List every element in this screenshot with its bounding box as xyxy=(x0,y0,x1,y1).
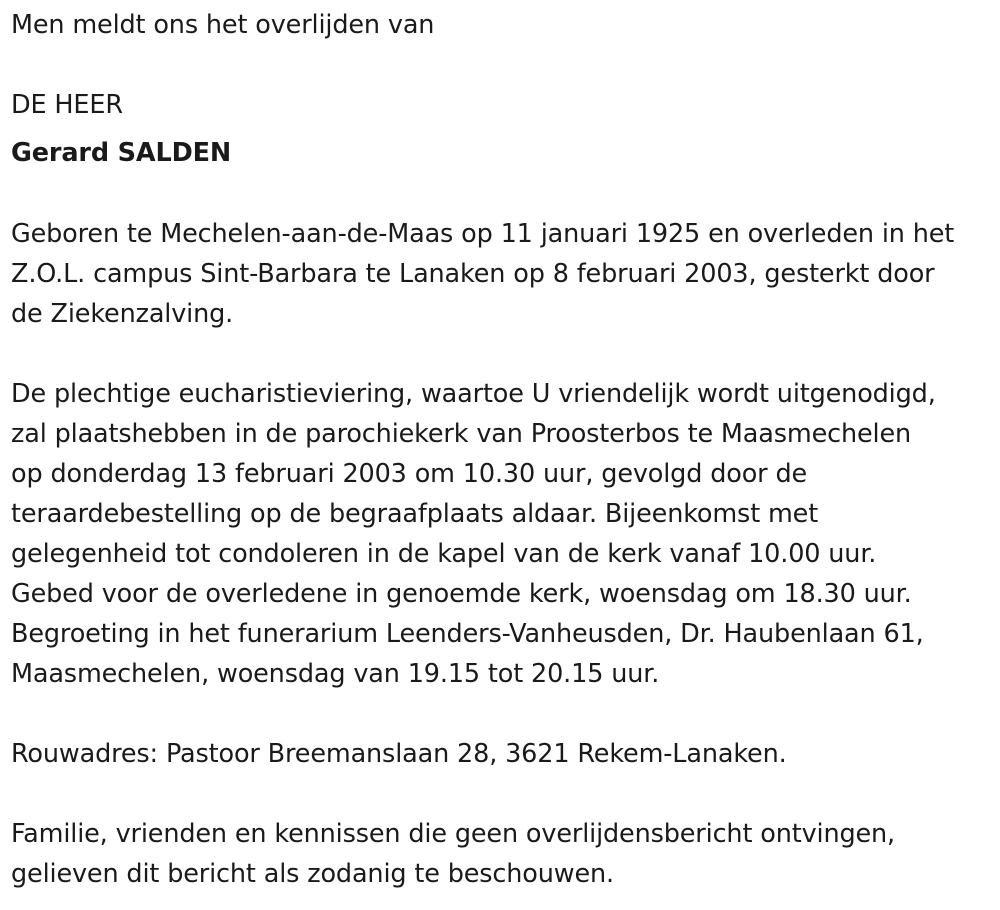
paragraph-line: Z.O.L. campus Sint-Barbara te Lanaken op 8 februari 2003, gesterkt door xyxy=(11,259,935,289)
deceased-name: Gerard SALDEN xyxy=(11,138,232,168)
paragraph-line: gelieven dit bericht als zodanig te beschouwen. xyxy=(11,859,614,889)
honorific-title: DE HEER xyxy=(11,90,123,120)
paragraph-line: De plechtige eucharistieviering, waartoe U vriendelijk wordt uitgenodigd, xyxy=(11,379,936,409)
paragraph-line: Familie, vrienden en kennissen die geen overlijdensbericht ontvingen, xyxy=(11,819,895,849)
paragraph-line: zal plaatshebben in de parochiekerk van Proosterbos te Maasmechelen xyxy=(11,419,912,449)
paragraph-line: de Ziekenzalving. xyxy=(11,299,234,329)
mourning-address: Rouwadres: Pastoor Breemanslaan 28, 3621 Rekem-Lanaken. xyxy=(11,739,787,769)
paragraph-line: gelegenheid tot condoleren in de kapel van de kerk vanaf 10.00 uur. xyxy=(11,539,877,569)
paragraph-line: op donderdag 13 februari 2003 om 10.30 uur, gevolgd door de xyxy=(11,459,808,489)
paragraph-line: Begroeting in het funerarium Leenders-Vanheusden, Dr. Haubenlaan 61, xyxy=(11,619,924,649)
paragraph-line: Geboren te Mechelen-aan-de-Maas op 11 januari 1925 en overleden in het xyxy=(11,219,955,249)
intro-text: Men meldt ons het overlijden van xyxy=(11,10,435,40)
paragraph-line: teraardebestelling op de begraafplaats aldaar. Bijeenkomst met xyxy=(11,499,819,529)
paragraph-line: Gebed voor de overledene in genoemde kerk, woensdag om 18.30 uur. xyxy=(11,579,912,609)
paragraph-line: Maasmechelen, woensdag van 19.15 tot 20.15 uur. xyxy=(11,659,660,689)
